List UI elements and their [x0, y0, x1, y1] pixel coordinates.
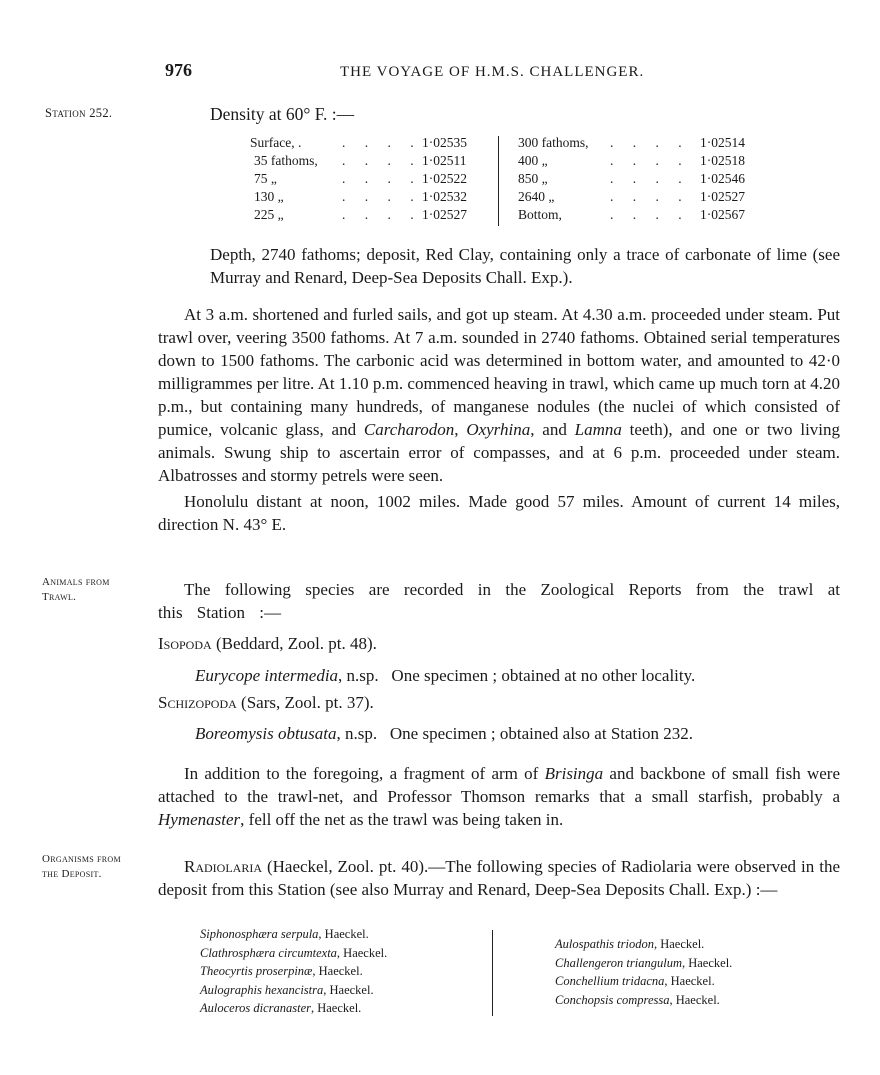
radiolaria-text [158, 855, 840, 901]
density-dots: . . . . [342, 189, 422, 204]
density-dots: . . . . [610, 135, 690, 150]
density-label: 35 fathoms, [254, 153, 318, 168]
radiolaria-species-name: Theocyrtis proserpinæ [200, 964, 313, 978]
density-label: Surface, . [250, 135, 302, 150]
density-dots: . . . . [610, 171, 690, 186]
depth-paragraph [210, 243, 840, 289]
radiolaria-species-name: Aulospathis triodon [555, 937, 654, 951]
density-row [250, 134, 480, 152]
density-dots: . . . . [610, 153, 690, 168]
narrative-oxyrhina: Oxyrhina [466, 420, 531, 439]
radiolaria-species-name: Conchopsis compressa [555, 992, 670, 1007]
density-value: 1·02511 [422, 153, 467, 168]
density-row [250, 206, 480, 224]
radiolaria-species-author: , Haeckel. [310, 1001, 362, 1015]
radiolaria-species-author: , Haeckel. [681, 955, 733, 970]
narrative-lamna: Lamna [574, 420, 622, 439]
density-divider [498, 136, 499, 226]
density-label: 225 „ [254, 207, 284, 222]
radiolaria-species [200, 962, 387, 981]
radiolaria-species-author: , Haeckel. [653, 937, 705, 951]
radiolaria-species [200, 999, 387, 1018]
density-heading: Density at 60° F. :— [210, 104, 355, 124]
species-eurycope-note: , n.sp. One specimen ; obtained at no other locality. [338, 666, 696, 685]
group-isopoda-ref: (Beddard, Zool. pt. 48). [211, 634, 377, 653]
radiolaria-species [555, 935, 732, 954]
density-dots: . . . . [342, 207, 422, 222]
margin-note-animals [42, 575, 110, 605]
species-eurycope [195, 664, 695, 687]
density-value: 1·02514 [700, 135, 745, 150]
narrative-sep-1: , [454, 420, 467, 439]
radiolaria-species [555, 954, 732, 973]
addition-part-1: In addition to the foregoing, a fragment of arm of [184, 764, 545, 783]
density-row [250, 152, 480, 170]
radiolaria-species [200, 925, 387, 944]
density-value: 1·02522 [422, 171, 467, 186]
density-value: 1·02535 [422, 135, 467, 150]
radiolaria-right-column [555, 935, 732, 1009]
radiolaria-species [200, 944, 387, 963]
density-label: 130 „ [254, 189, 284, 204]
margin-note-animals-line2: Trawl. [42, 591, 77, 603]
narrative-sep-2: , and [530, 420, 575, 439]
density-right-column [518, 134, 758, 224]
addition-hymenaster: Hymenaster [158, 810, 241, 829]
group-isopoda [158, 632, 377, 655]
margin-note-organisms-line2: the Deposit. [42, 868, 102, 880]
addition-text [158, 762, 840, 831]
radiolaria-divider [492, 930, 493, 1016]
group-schizopoda-name: Schizopoda [158, 693, 237, 712]
density-dots: . . . . [342, 135, 422, 150]
radiolaria-species-name: Conchellium tridacna [555, 974, 665, 988]
density-label: 2640 „ [518, 189, 555, 204]
group-isopoda-name: Isopoda [158, 634, 212, 653]
radiolaria-species [555, 991, 732, 1010]
radiolaria-species-author: , Haeckel. [312, 964, 363, 978]
density-dots: . . . . [610, 207, 690, 222]
density-row [250, 170, 480, 188]
running-title: THE VOYAGE OF H.M.S. CHALLENGER. [340, 64, 645, 80]
group-schizopoda [158, 691, 374, 714]
species-intro [158, 578, 840, 624]
density-left-column [250, 134, 480, 224]
radiolaria-left-column [200, 925, 387, 1018]
species-intro-text: The following species are recorded in the Zoological Reports from the trawl at this Station :— [158, 580, 840, 622]
group-schizopoda-ref: (Sars, Zool. pt. 37). [236, 693, 374, 712]
density-row [518, 206, 758, 224]
narrative-paragraph [158, 303, 840, 536]
narrative-carcharodon: Carcharodon [363, 420, 455, 439]
density-value: 1·02546 [700, 171, 745, 186]
honolulu-text: Honolulu distant at noon, 1002 miles. Made good 57 miles. Amount of current 14 miles, direction N. 43° E. [158, 492, 840, 534]
species-boreomysis-name: Boreomysis obtusata [195, 724, 337, 743]
narrative-part-2: teeth), and one or two living animals. Swung ship to ascertain error of compasses, and at 6 p.m. proceeded under steam. Albatrosses and stormy petrels were seen. [158, 420, 841, 485]
density-dots: . . . . [342, 171, 422, 186]
radiolaria-species-name: Aulographis hexancistra [200, 982, 324, 997]
addition-paragraph [158, 762, 840, 831]
margin-note-animals-line1: Animals from [42, 576, 110, 588]
density-row [518, 170, 758, 188]
density-value: 1·02527 [700, 189, 745, 204]
radiolaria-description: (Haeckel, Zool. pt. 40).—The following species of Radiolaria were observed in the deposit from this Station (see also Murray and Renard, Deep-Sea Deposits Chall. Exp.) :— [158, 857, 840, 899]
density-label: 300 fathoms, [518, 135, 589, 150]
radiolaria-species-author: , Haeckel. [664, 974, 715, 988]
radiolaria-species [555, 972, 732, 991]
radiolaria-species [200, 981, 387, 1000]
depth-text: Depth, 2740 fathoms; deposit, Red Clay, containing only a trace of carbonate of lime (see Murray and Renard, Deep-Sea Deposits Chall. Exp.). [210, 245, 840, 287]
radiolaria-species-name: Auloceros dicranaster [200, 1001, 311, 1015]
margin-note-organisms-line1: Organisms from [42, 853, 121, 865]
radiolaria-name: Radiolaria [184, 857, 262, 876]
density-table [250, 134, 760, 230]
radiolaria-species-name: Clathrosphæra circumtexta [200, 945, 337, 960]
density-value: 1·02527 [422, 207, 467, 222]
radiolaria-species-author: , Haeckel. [318, 927, 369, 941]
density-label: 400 „ [518, 153, 548, 168]
addition-part-2: and backbone of small fish were attached to the trawl-net, and Professor Thomson remarks that a small starfish, probably a [158, 764, 840, 806]
density-value: 1·02567 [700, 207, 745, 222]
margin-note-station: Station 252. [45, 106, 113, 120]
density-row [250, 188, 480, 206]
density-label: 850 „ [518, 171, 548, 186]
density-dots: . . . . [610, 189, 690, 204]
radiolaria-species-name: Siphonosphæra serpula [200, 927, 319, 941]
addition-brisinga: Brisinga [544, 764, 604, 783]
narrative-text [158, 303, 840, 487]
density-label: Bottom, [518, 207, 562, 222]
page-number: 976 [165, 60, 192, 80]
density-row [518, 152, 758, 170]
species-boreomysis-note: , n.sp. One specimen ; obtained also at Station 232. [336, 724, 693, 743]
margin-note-organisms [42, 852, 121, 882]
density-row [518, 188, 758, 206]
species-boreomysis [195, 722, 693, 745]
density-label: 75 „ [254, 171, 277, 186]
density-dots: . . . . [342, 153, 422, 168]
radiolaria-species-author: , Haeckel. [669, 992, 720, 1007]
addition-part-3: , fell off the net as the trawl was being taken in. [240, 810, 564, 829]
radiolaria-species-author: , Haeckel. [323, 982, 374, 997]
radiolaria-species-author: , Haeckel. [336, 945, 388, 960]
density-row [518, 134, 758, 152]
narrative-part-1: At 3 a.m. shortened and furled sails, and got up steam. At 4.30 a.m. proceeded under steam. Put trawl over, veering 3500 fathoms. At 7 a.m. sounded in 2740 fathoms. Obtained serial temperatures down to 1500 fathoms. The carbonic acid was determined in bottom water, and amounted to 42·0 milligrammes per litre. At 1.10 p.m. commenced heaving in trawl, which came up much torn at 4.20 p.m., but containing many hundreds, of manganese nodules (the nuclei of which consisted of pumice, volcanic glass, and [158, 305, 840, 439]
radiolaria-paragraph [158, 855, 840, 901]
radiolaria-species-name: Challengeron triangulum [555, 955, 682, 970]
density-value: 1·02518 [700, 153, 745, 168]
density-value: 1·02532 [422, 189, 467, 204]
species-eurycope-name: Eurycope intermedia [195, 666, 339, 685]
